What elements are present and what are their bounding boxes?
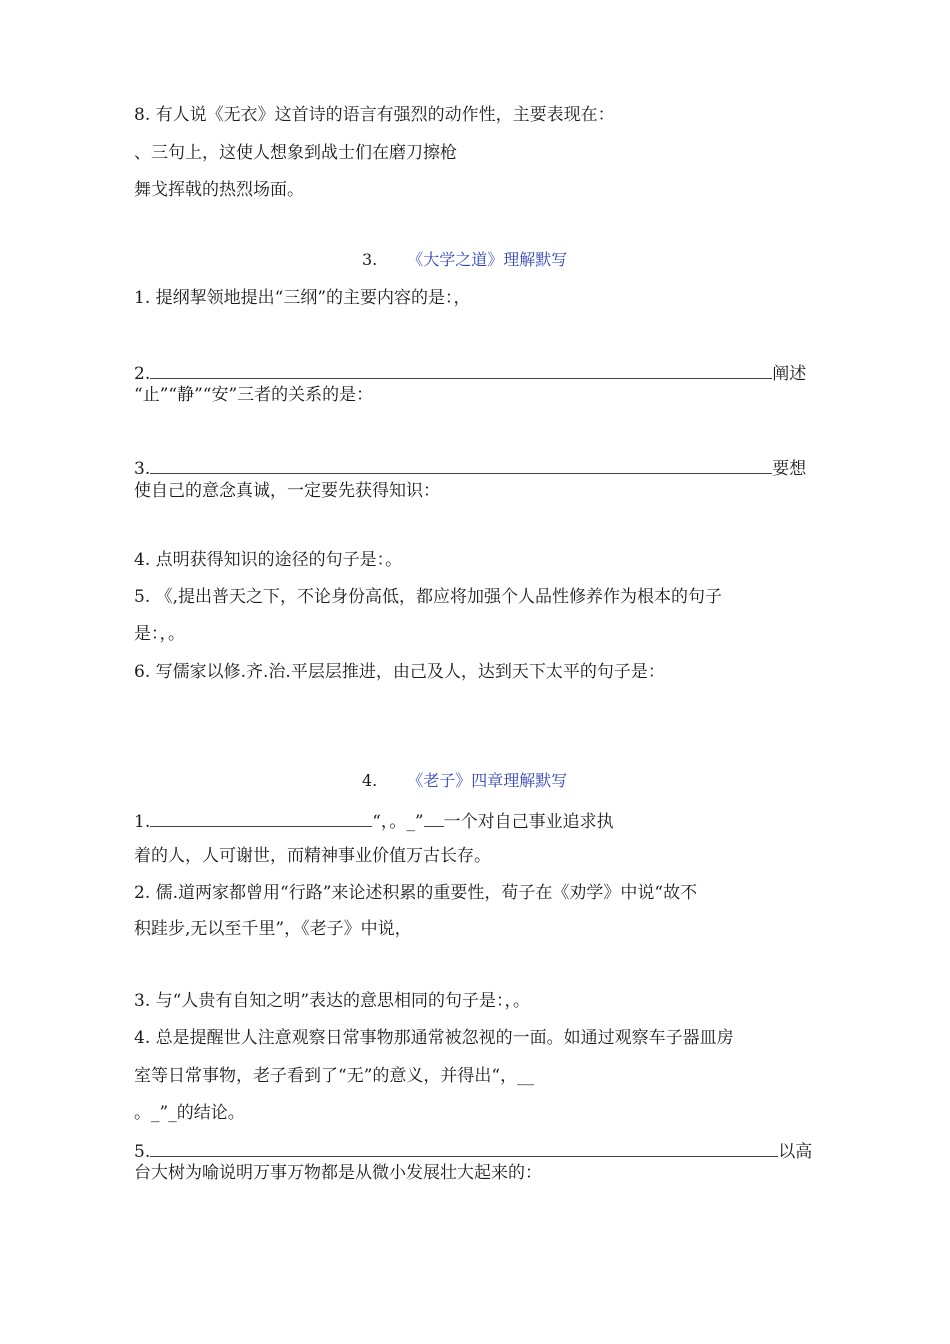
s4-question-1-blank[interactable] bbox=[150, 807, 372, 827]
s4-question-1-number: 1. bbox=[134, 812, 151, 832]
s4-question-4-line-2: 室等日常事物，老子看到了“无”的意义，并得出“，__ bbox=[134, 1066, 535, 1086]
s4-question-1-blank-2[interactable] bbox=[424, 807, 444, 827]
s4-question-1-mid: “，。_” bbox=[372, 812, 424, 832]
s4-question-5-line-2: 台大树为喻说明万事万物都是从微小发展壮大起来的： bbox=[134, 1163, 542, 1183]
s4-question-1-line-1 bbox=[134, 807, 614, 831]
s3-question-3-line-1 bbox=[134, 454, 814, 478]
question-8-line-3: 舞戈挥戟的热烈场面。 bbox=[134, 180, 304, 200]
s3-question-3-blank[interactable] bbox=[150, 454, 772, 474]
s3-question-1: 1. 提纲挈领地提出“三纲”的主要内容的是：， bbox=[134, 288, 471, 308]
section-4-number: 4. bbox=[362, 771, 378, 790]
s4-question-5-blank[interactable] bbox=[150, 1137, 778, 1157]
s4-question-5-tail: 以高 bbox=[778, 1142, 813, 1162]
s3-question-5-line-2: 是：，。 bbox=[134, 624, 185, 644]
s4-question-3: 3. 与“人贵有自知之明”表达的意思相同的句子是：，。 bbox=[134, 991, 531, 1011]
s4-question-1-line-2: 着的人，人可谢世，而精神事业价值万古长存。 bbox=[134, 846, 491, 866]
s4-question-4-line-3: 。_”_的结论。 bbox=[134, 1103, 245, 1123]
question-8-line-1: 8. 有人说《无衣》这首诗的语言有强烈的动作性，主要表现在： bbox=[134, 105, 615, 125]
s3-question-2-number: 2. bbox=[134, 364, 151, 384]
question-8-line-2: 、三句上，这使人想象到战士们在磨刀擦枪 bbox=[134, 143, 457, 163]
s4-question-1-tail: 一个对自己事业追求执 bbox=[443, 812, 614, 832]
section-4-heading bbox=[362, 769, 567, 793]
s4-question-5-line-1 bbox=[134, 1137, 818, 1161]
section-4-title: 《老子》四章理解默写 bbox=[407, 771, 568, 790]
s3-question-3-tail: 要想 bbox=[772, 459, 807, 479]
s4-question-2-line-2: 积跬步,无以至千里”，《老子》中说， bbox=[134, 919, 412, 939]
s3-question-2-blank[interactable] bbox=[150, 359, 772, 379]
s3-question-2-line-2: “止”“静”“安”三者的关系的是： bbox=[134, 385, 374, 405]
s3-question-2-tail: 阐述 bbox=[772, 364, 807, 384]
section-3-number: 3. bbox=[362, 250, 378, 269]
s3-question-4: 4. 点明获得知识的途径的句子是：。 bbox=[134, 550, 403, 570]
s3-question-3-number: 3. bbox=[134, 459, 151, 479]
s4-question-4-line-1: 4. 总是提醒世人注意观察日常事物那通常被忽视的一面。如通过观察车子器皿房 bbox=[134, 1028, 734, 1048]
s3-question-6: 6. 写儒家以修.齐.治.平层层推进，由己及人，达到天下太平的句子是： bbox=[134, 662, 665, 682]
s3-question-2-line-1 bbox=[134, 359, 814, 383]
section-3-heading bbox=[362, 248, 567, 272]
s4-question-2-line-1: 2. 儒.道两家都曾用“行路”来论述积累的重要性，荀子在《劝学》中说“故不 bbox=[134, 883, 698, 903]
section-3-title: 《大学之道》理解默写 bbox=[407, 250, 568, 269]
s3-question-3-line-2: 使自己的意念真诚，一定要先获得知识： bbox=[134, 481, 440, 501]
s4-question-5-number: 5. bbox=[134, 1142, 151, 1162]
s3-question-5-line-1: 5. 《,提出普天之下，不论身份高低，都应将加强个人品性修养作为根本的句子 bbox=[134, 587, 723, 607]
